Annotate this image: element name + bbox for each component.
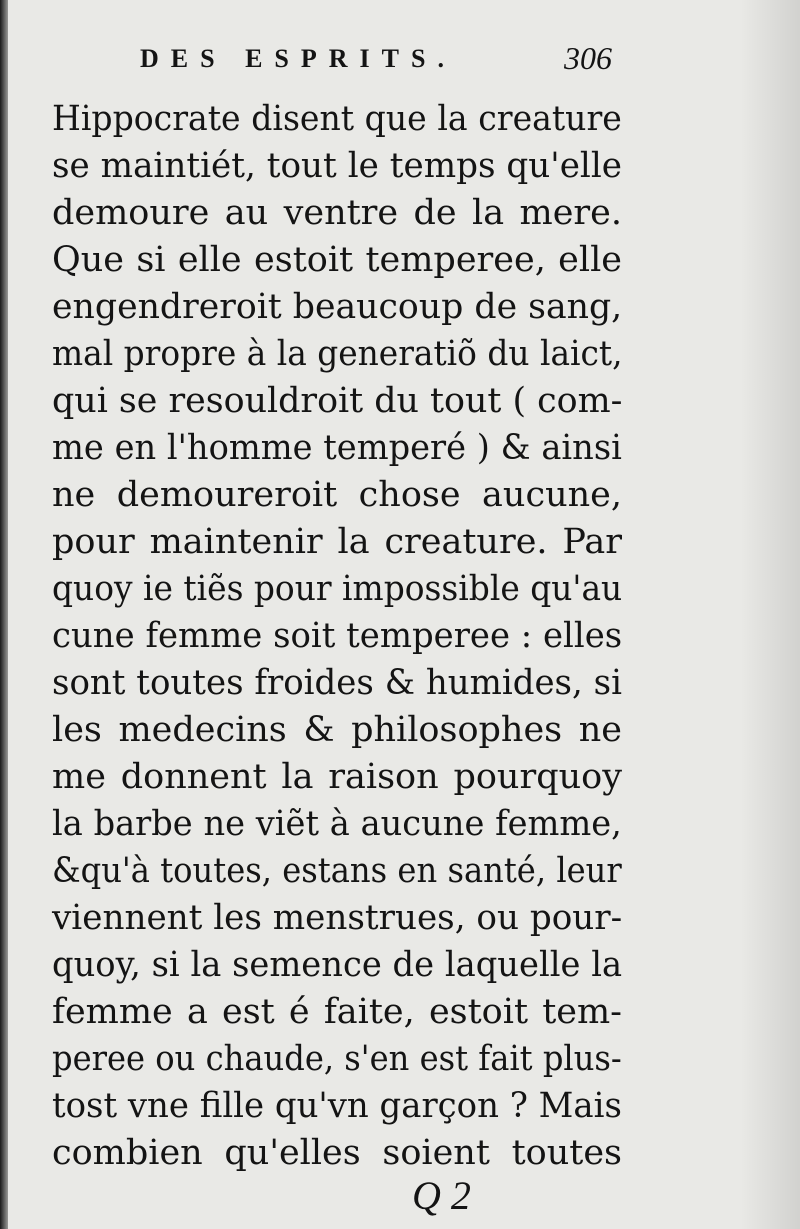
text-line: Hippocrate disent que la creature bbox=[52, 99, 622, 139]
text-line: les medecins & philosophes ne bbox=[52, 710, 622, 750]
text-line: me donnent la raison pourquoy bbox=[52, 757, 622, 797]
body-text bbox=[52, 96, 622, 1177]
running-title: DES ESPRITS. bbox=[140, 44, 456, 73]
text-line: ne demoureroit chose aucune, bbox=[52, 475, 622, 515]
text-line: viennent les menstrues, ou pour- bbox=[52, 898, 623, 938]
page-footer bbox=[0, 1168, 800, 1228]
text-line: femme a est é faite, estoit tem- bbox=[52, 992, 622, 1032]
text-line: qui se resouldroit du tout ( com- bbox=[52, 381, 623, 421]
text-line: combien qu'elles soient toutes bbox=[52, 1133, 622, 1173]
text-line: me en l'homme temperé ) & ainsi bbox=[52, 428, 622, 468]
signature-mark: Q 2 bbox=[412, 1173, 471, 1218]
text-line: demoure au ventre de la mere. bbox=[52, 193, 622, 233]
page-shadow bbox=[740, 0, 800, 1229]
text-line: la barbe ne viẽt à aucune femme, bbox=[52, 804, 622, 844]
text-line: engendreroit beaucoup de sang, bbox=[52, 287, 623, 327]
text-line: tost vne fille qu'vn garçon ? Mais bbox=[52, 1086, 622, 1126]
text-line: quoy, si la semence de laquelle la bbox=[52, 945, 623, 985]
text-line: quoy ie tiẽs pour impossible qu'au bbox=[52, 569, 623, 609]
text-line: mal propre à la generatiõ du laict, bbox=[52, 334, 623, 374]
text-line: se maintiét, tout le temps qu'elle bbox=[52, 146, 622, 186]
page-number: 306 bbox=[564, 40, 612, 76]
text-line: &qu'à toutes, estans en santé, leur bbox=[52, 851, 622, 891]
text-line: Que si elle estoit temperee, elle bbox=[52, 240, 622, 280]
page-header bbox=[0, 40, 800, 80]
text-line: cune femme soit temperee : elles bbox=[52, 616, 623, 656]
page-binding-edge bbox=[0, 0, 8, 1229]
text-line: sont toutes froides & humides, si bbox=[52, 663, 622, 703]
text-line: pour maintenir la creature. Par bbox=[52, 522, 622, 562]
text-line: peree ou chaude, s'en est fait plus- bbox=[52, 1039, 622, 1079]
